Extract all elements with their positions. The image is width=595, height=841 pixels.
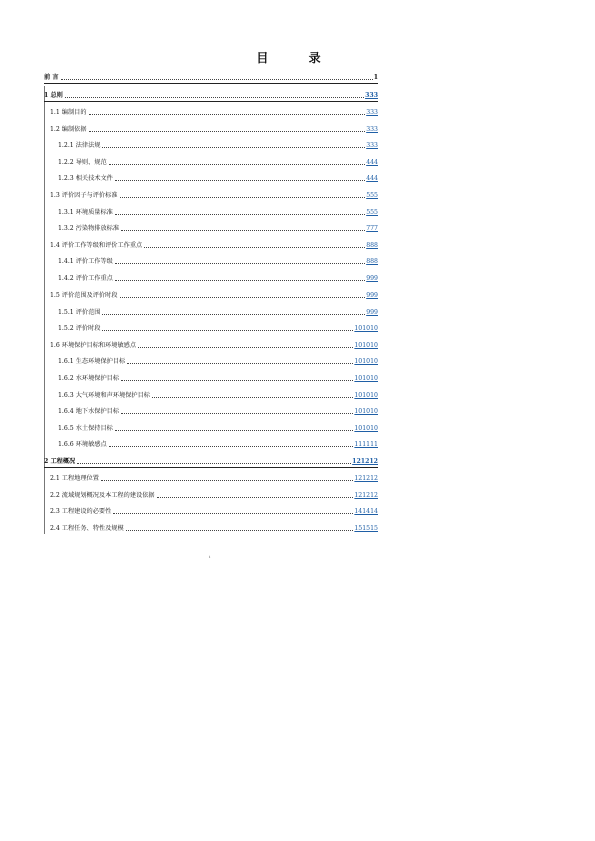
toc-entry[interactable] (44, 271, 378, 283)
toc-page-link[interactable]: 888 (366, 258, 378, 265)
toc-entry-label: 1 总则 (44, 92, 63, 99)
toc-entry[interactable] (44, 521, 378, 533)
toc-entry-label: 1.3.2 污染物排放标准 (58, 225, 120, 232)
toc-entry-label: 2.4 工程任务、特性及规模 (50, 525, 124, 532)
toc-leader-dots (89, 114, 366, 115)
toc-entry[interactable] (44, 338, 378, 350)
toc-leader-dots (113, 513, 353, 514)
toc-entry[interactable] (44, 404, 378, 416)
toc-page-link[interactable]: 777 (366, 225, 378, 232)
toc-page-link[interactable]: 111111 (354, 441, 378, 448)
toc-page-link[interactable]: 121212 (354, 475, 378, 482)
toc-leader-dots (101, 480, 353, 481)
toc-page-link[interactable]: 151515 (354, 525, 378, 532)
toc-leader-dots (115, 280, 365, 281)
toc-entry-label: 前 言 (44, 74, 59, 81)
toc-leader-dots (127, 363, 353, 364)
toc-entry-label: 1.5.2 评价时段 (58, 325, 101, 332)
toc-page-link[interactable]: 999 (366, 275, 378, 282)
toc-page-link[interactable]: 121212 (352, 458, 378, 465)
toc-entry-label: 1.6.3 大气环境和声环境保护目标 (58, 392, 150, 399)
toc-leader-dots (77, 463, 351, 464)
toc-page-link[interactable]: 141414 (354, 508, 378, 515)
toc-page-link[interactable]: 333 (365, 92, 378, 99)
toc-entry-label: 1.2.2 导则、规范 (58, 159, 107, 166)
toc-entry[interactable] (44, 288, 378, 300)
toc-entry-label: 1.2.3 相关技术文件 (58, 175, 113, 182)
section-rule (44, 83, 378, 84)
toc-entry-label: 1.6.5 水土保持目标 (58, 425, 113, 432)
section-rule (44, 467, 378, 468)
toc-leader-dots (120, 297, 366, 298)
page-footer-mark: i (209, 554, 211, 559)
toc-leader-dots (121, 380, 353, 381)
toc-page-link[interactable]: 555 (366, 209, 378, 216)
toc-leader-dots (109, 164, 366, 165)
toc-entry[interactable] (44, 321, 378, 333)
toc-entry-label: 1.5.1 评价范围 (58, 309, 101, 316)
toc-leader-dots (61, 79, 373, 80)
toc-entry[interactable] (44, 205, 378, 217)
toc-entry-label: 2.3 工程建设的必要性 (50, 508, 112, 515)
toc-leader-dots (115, 180, 365, 181)
toc-entry-label: 1.3 评价因子与评价标准 (50, 192, 118, 199)
toc-page-link[interactable]: 444 (366, 159, 378, 166)
toc-page-link[interactable]: 999 (366, 309, 378, 316)
toc-leader-dots (138, 347, 353, 348)
toc-entry-label: 2.2 流域规划概况及本工程的建设依据 (50, 492, 155, 499)
toc-entry[interactable] (44, 388, 378, 400)
toc-entry[interactable] (44, 488, 378, 500)
toc-entry[interactable] (44, 254, 378, 266)
toc-page-link[interactable]: 333 (366, 142, 378, 149)
toc-entry[interactable] (44, 171, 378, 183)
toc-leader-dots (89, 131, 366, 132)
toc-entry[interactable] (44, 122, 378, 134)
toc-leader-dots (115, 430, 354, 431)
toc-entry[interactable] (44, 421, 378, 433)
toc-entry[interactable] (44, 221, 378, 233)
toc-page-link[interactable]: 444 (366, 175, 378, 182)
toc-page-link[interactable]: 555 (366, 192, 378, 199)
toc-page-link[interactable]: 101010 (354, 342, 378, 349)
toc-entry-label: 1.2 编制依据 (50, 126, 87, 133)
toc-page-link[interactable]: 101010 (354, 358, 378, 365)
toc-page-link[interactable]: 101010 (354, 425, 378, 432)
toc-page-link[interactable]: 888 (366, 242, 378, 249)
toc-leader-dots (109, 446, 354, 447)
toc-entry[interactable] (44, 354, 378, 366)
toc-page-link[interactable]: 101010 (354, 325, 378, 332)
toc-entry-label: 1.4.2 评价工作重点 (58, 275, 113, 282)
toc-entry-label: 1.4 评价工作等级和评价工作重点 (50, 242, 143, 249)
toc-entry[interactable] (44, 504, 378, 516)
toc-entry[interactable] (44, 305, 378, 317)
toc-page-link[interactable]: 333 (366, 109, 378, 116)
toc-entry[interactable] (44, 155, 378, 167)
toc-entry[interactable] (44, 238, 378, 250)
toc-leader-dots (157, 497, 354, 498)
toc-entry-label: 1.6.4 地下水保护目标 (58, 408, 120, 415)
toc-page-link[interactable]: 101010 (354, 392, 378, 399)
toc-leader-dots (102, 147, 365, 148)
toc-entry[interactable] (44, 105, 378, 117)
toc-page-link[interactable]: 101010 (354, 408, 378, 415)
toc-entry-label: 1.3.1 环境质量标准 (58, 209, 113, 216)
toc-entry[interactable] (44, 371, 378, 383)
toc-entry[interactable] (44, 70, 378, 82)
toc-leader-dots (152, 397, 353, 398)
toc-entry-label: 1.6.6 环境敏感点 (58, 441, 107, 448)
toc-entry-label: 2.1 工程地理位置 (50, 475, 99, 482)
toc-entry-label: 1.6 环境保护目标和环境敏感点 (50, 342, 137, 349)
toc-page-link[interactable]: 1 (373, 74, 378, 81)
toc-entry-label: 1.1 编制目的 (50, 109, 87, 116)
toc-leader-dots (102, 330, 353, 331)
section-rule (44, 101, 378, 102)
toc-entry-label: 1.6.2 水环境保护目标 (58, 375, 120, 382)
toc-entry[interactable] (44, 88, 378, 100)
toc-leader-dots (115, 214, 365, 215)
toc-page-link[interactable]: 121212 (354, 492, 378, 499)
toc-entry[interactable] (44, 437, 378, 449)
toc-page-link[interactable]: 333 (366, 126, 378, 133)
toc-leader-dots (126, 530, 354, 531)
toc-page-link[interactable]: 999 (366, 292, 378, 299)
toc-leader-dots (65, 97, 364, 98)
toc-leader-dots (121, 413, 353, 414)
toc-leader-dots (102, 314, 365, 315)
toc-leader-dots (144, 247, 365, 248)
toc-entry-label: 1.6.1 生态环境保护目标 (58, 358, 126, 365)
toc-entry[interactable] (44, 471, 378, 483)
toc-page-link[interactable]: 101010 (354, 375, 378, 382)
toc-leader-dots (120, 197, 366, 198)
toc-entry-label: 1.5 评价范围及评价时段 (50, 292, 118, 299)
toc-entry-label: 1.4.1 评价工作等级 (58, 258, 113, 265)
toc-entry[interactable] (44, 188, 378, 200)
toc-entry[interactable] (44, 138, 378, 150)
toc-entry-label: 2 工程概况 (44, 458, 76, 465)
toc-leader-dots (115, 263, 365, 264)
toc-entry-label: 1.2.1 法律法规 (58, 142, 101, 149)
toc-title: 目 录 (256, 51, 339, 65)
toc-entry[interactable] (44, 454, 378, 466)
toc-leader-dots (121, 230, 365, 231)
